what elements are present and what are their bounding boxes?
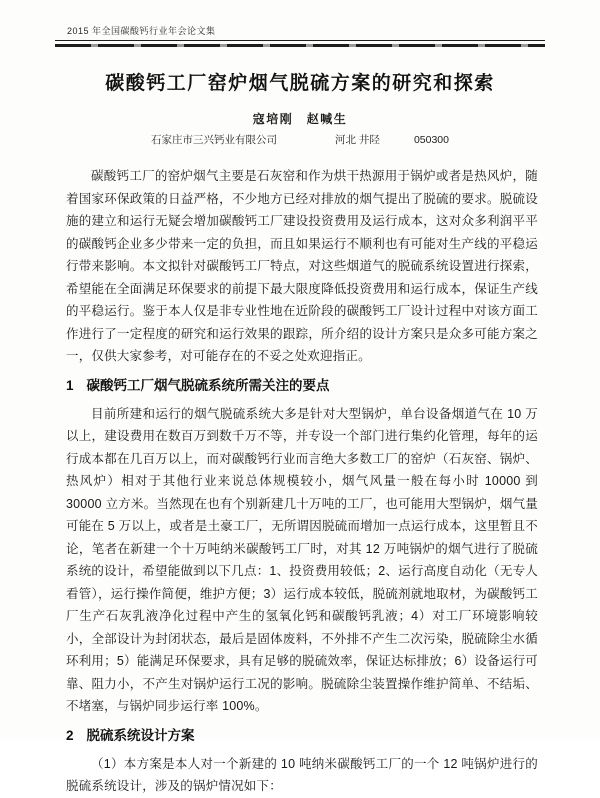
section-1-heading [66,376,538,396]
affiliation-row [0,132,600,147]
affiliation-company: 石家庄市三兴钙业有限公司 [151,134,278,146]
section-1-title: 碳酸钙工厂烟气脱硫系统所需关注的要点 [86,377,330,393]
header-rule-thin [55,40,545,41]
paper-title: 碳酸钙工厂窑炉烟气脱硫方案的研究和探索 [105,73,495,94]
section-1-paragraph: 目前所建和运行的烟气脱硫系统大多是针对大型锅炉，单台设备烟道气在 10 万以上，建设费用在数百万到数千万不等，并专设一个部门进行集约化管理，每年的运行成本都在几百万以上，而对碳酸钙行业而言绝大多数工厂的窑炉（石灰窑、锅炉、热风炉）相对于其他行业来说总体规模较小，烟气风量一般在每小时 10000 到 30000 立方米。当然现在也有个别新建几十万吨的工厂，也可能用大型锅炉，烟气量可能在 5 万以上，或者是土豪工厂，无所谓因脱硫而增加一点运行成本，这里暂且不论，笔者在新建一个十万吨纳米碳酸钙工厂时，对其 12 万吨锅炉的烟气进行了脱硫系统的设计，希望能做到以下几点：1、投资费用较低；2、运行高度自动化（无专人看管），运行操作简便，维护方便；3）运行成本较低，脱硫剂就地取材，为碳酸钙工厂生产石灰乳液净化过程中产生的氢氧化钙和碳酸钙乳液；4）对工厂环境影响较小，全部设计为封闭状态，最后是固体废料，不外排不产生二次污染，脱硫除尘水循环利用；5）能满足环保要求，具有足够的脱硫效率，保证达标排放；6）设备运行可靠、阻力小，不产生对锅炉运行工况的影响。脱硫除尘装置操作维护简单、不结垢、不堵塞，与锅炉同步运行率 100%。 [66,406,538,713]
section-2-title: 脱硫系统设计方案 [86,727,195,743]
header-rule-thick [55,44,545,47]
affiliation-location: 河北 井陉 [335,134,380,146]
authors: 寇培刚 赵喊生 [252,112,348,126]
section-2-heading [66,726,538,746]
affiliation-postcode: 050300 [413,134,449,146]
section-1-number: 1 [66,377,74,393]
section-2-number: 2 [66,727,74,743]
intro-paragraph: 碳酸钙工厂的窑炉烟气主要是石灰窑和作为烘干热源用于锅炉或者是热风炉，随着国家环保政策的日益严格，不少地方已经对排放的烟气提出了脱硫的要求。脱硫设施的建立和运行无疑会增加碳酸钙工厂建设投资费用及运行成本，这对众多利润平平的碳酸钙企业多少带来一定的负担，而且如果运行不顺利也有可能对生产线的平稳运行带来影响。本文拟针对碳酸钙工厂特点，对这些烟道气的脱硫系统设置进行探索，希望能在全面满足环保要求的前提下最大限度降低投资费用和运行成本，保证生产线的平稳运行。鉴于本人仅是非专业性地在近阶段的碳酸钙工厂设计过程中对该方面工作进行了一定程度的研究和运行效果的跟踪，所介绍的设计方案只是众多可能方案之一，仅供大家参考，对可能存在的不妥之处欢迎指正。 [66,169,538,363]
section-2-paragraph: （1）本方案是本人对一个新建的 10 吨纳米碳酸钙工厂的一个 12 吨锅炉进行的脱硫系统设计，涉及的锅炉情况如下： [66,756,538,793]
running-head: 2015 年全国碳酸钙行业年会论文集 [67,26,216,36]
